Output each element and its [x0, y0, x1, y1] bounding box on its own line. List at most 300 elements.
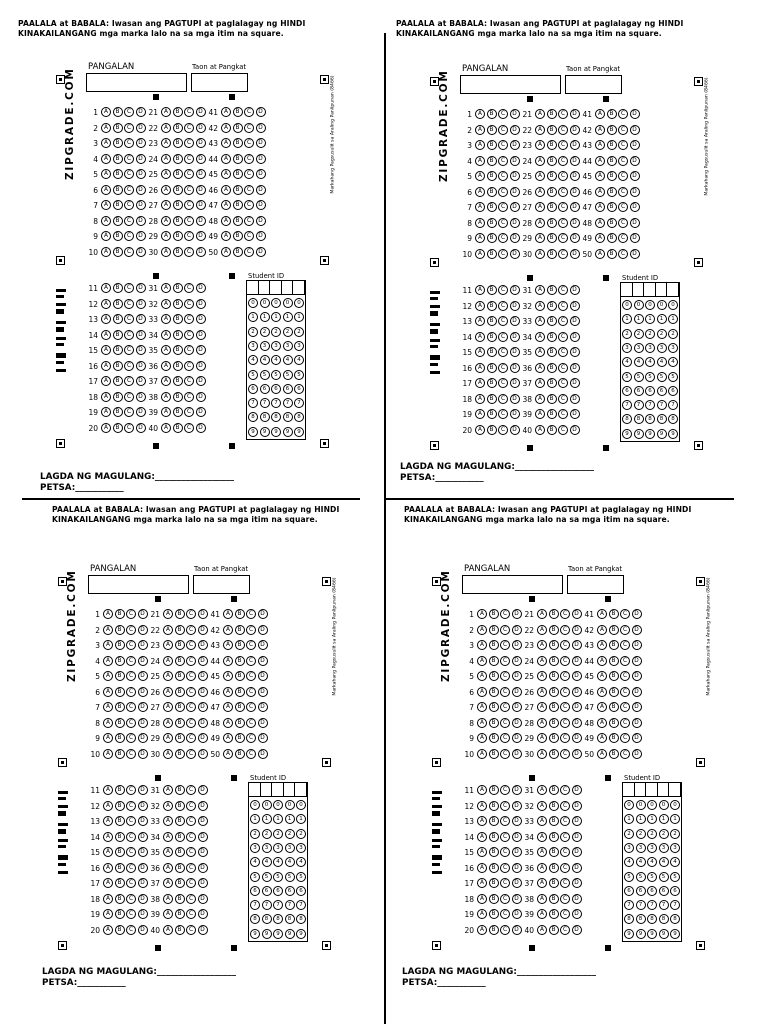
answer-bubble-c[interactable]: C — [184, 154, 194, 164]
student-id-bubble[interactable]: 6 — [668, 386, 678, 396]
answer-bubble-d[interactable]: D — [570, 347, 580, 357]
answer-bubble-c[interactable]: C — [186, 816, 196, 826]
answer-bubble-b[interactable]: B — [175, 640, 185, 650]
answer-bubble-c[interactable]: C — [186, 656, 196, 666]
answer-bubble-b[interactable]: B — [547, 285, 557, 295]
answer-bubble-c[interactable]: C — [184, 345, 194, 355]
answer-bubble-a[interactable]: A — [595, 187, 605, 197]
name-field[interactable] — [460, 75, 561, 94]
answer-bubble-c[interactable]: C — [500, 878, 510, 888]
student-id-bubble[interactable]: 2 — [668, 329, 678, 339]
answer-bubble-c[interactable]: C — [124, 200, 134, 210]
answer-bubble-c[interactable]: C — [558, 218, 568, 228]
student-id-bubble[interactable]: 2 — [294, 327, 304, 337]
answer-bubble-d[interactable]: D — [630, 233, 640, 243]
student-id-bubble[interactable]: 6 — [260, 384, 270, 394]
answer-bubble-c[interactable]: C — [184, 138, 194, 148]
student-id-bubble[interactable]: 1 — [283, 312, 293, 322]
student-id-bubble[interactable]: 1 — [622, 314, 632, 324]
student-id-bubble[interactable]: 8 — [670, 914, 680, 924]
answer-bubble-c[interactable]: C — [126, 671, 136, 681]
answer-bubble-b[interactable]: B — [175, 687, 185, 697]
date-line[interactable]: PETSA:___________ — [42, 978, 126, 988]
answer-bubble-a[interactable]: A — [595, 140, 605, 150]
answer-bubble-a[interactable]: A — [475, 285, 485, 295]
answer-bubble-d[interactable]: D — [512, 832, 522, 842]
answer-bubble-c[interactable]: C — [126, 609, 136, 619]
answer-bubble-b[interactable]: B — [549, 702, 559, 712]
answer-bubble-a[interactable]: A — [161, 361, 171, 371]
answer-bubble-b[interactable]: B — [233, 231, 243, 241]
answer-bubble-d[interactable]: D — [138, 894, 148, 904]
answer-bubble-a[interactable]: A — [535, 249, 545, 259]
answer-bubble-d[interactable]: D — [136, 392, 146, 402]
answer-bubble-b[interactable]: B — [115, 687, 125, 697]
answer-bubble-b[interactable]: B — [489, 609, 499, 619]
student-id-bubble[interactable]: 3 — [670, 843, 680, 853]
answer-bubble-b[interactable]: B — [173, 154, 183, 164]
answer-bubble-b[interactable]: B — [113, 200, 123, 210]
answer-bubble-d[interactable]: D — [196, 216, 206, 226]
answer-bubble-c[interactable]: C — [560, 816, 570, 826]
answer-bubble-c[interactable]: C — [186, 863, 196, 873]
answer-bubble-c[interactable]: C — [558, 409, 568, 419]
answer-bubble-b[interactable]: B — [547, 202, 557, 212]
year-section-field[interactable] — [193, 575, 250, 594]
answer-bubble-a[interactable]: A — [103, 671, 113, 681]
answer-bubble-d[interactable]: D — [510, 233, 520, 243]
answer-bubble-d[interactable]: D — [196, 330, 206, 340]
answer-bubble-d[interactable]: D — [570, 109, 580, 119]
answer-bubble-c[interactable]: C — [560, 909, 570, 919]
student-id-digit-box[interactable] — [658, 783, 670, 796]
answer-bubble-b[interactable]: B — [113, 138, 123, 148]
answer-bubble-c[interactable]: C — [124, 154, 134, 164]
answer-bubble-d[interactable]: D — [630, 187, 640, 197]
answer-bubble-c[interactable]: C — [500, 785, 510, 795]
answer-bubble-d[interactable]: D — [138, 656, 148, 666]
answer-bubble-a[interactable]: A — [163, 749, 173, 759]
student-id-bubble[interactable]: 4 — [285, 857, 295, 867]
answer-bubble-a[interactable]: A — [477, 894, 487, 904]
answer-bubble-d[interactable]: D — [198, 832, 208, 842]
answer-bubble-d[interactable]: D — [510, 394, 520, 404]
student-id-bubble[interactable]: 0 — [670, 800, 680, 810]
answer-bubble-c[interactable]: C — [498, 218, 508, 228]
answer-bubble-d[interactable]: D — [198, 625, 208, 635]
answer-bubble-d[interactable]: D — [570, 332, 580, 342]
answer-bubble-b[interactable]: B — [549, 832, 559, 842]
answer-bubble-b[interactable]: B — [115, 625, 125, 635]
student-id-bubble[interactable]: 1 — [624, 814, 634, 824]
answer-bubble-b[interactable]: B — [489, 894, 499, 904]
student-id-bubble[interactable]: 5 — [294, 370, 304, 380]
answer-bubble-b[interactable]: B — [113, 330, 123, 340]
answer-bubble-a[interactable]: A — [535, 425, 545, 435]
answer-bubble-d[interactable]: D — [258, 640, 268, 650]
student-id-bubble[interactable]: 6 — [634, 386, 644, 396]
student-id-bubble[interactable]: 8 — [636, 914, 646, 924]
answer-bubble-d[interactable]: D — [198, 847, 208, 857]
answer-bubble-d[interactable]: D — [198, 785, 208, 795]
answer-bubble-b[interactable]: B — [235, 749, 245, 759]
answer-bubble-b[interactable]: B — [609, 656, 619, 666]
answer-bubble-a[interactable]: A — [595, 125, 605, 135]
answer-bubble-d[interactable]: D — [630, 140, 640, 150]
answer-bubble-b[interactable]: B — [113, 247, 123, 257]
answer-bubble-d[interactable]: D — [258, 749, 268, 759]
student-id-bubble[interactable]: 2 — [670, 829, 680, 839]
student-id-bubble[interactable]: 3 — [624, 843, 634, 853]
student-id-bubble[interactable]: 1 — [271, 312, 281, 322]
student-id-bubble[interactable]: 5 — [645, 372, 655, 382]
answer-bubble-a[interactable]: A — [477, 878, 487, 888]
answer-bubble-a[interactable]: A — [221, 123, 231, 133]
student-id-bubble[interactable]: 9 — [634, 429, 644, 439]
student-id-bubble[interactable]: 1 — [657, 314, 667, 324]
answer-bubble-d[interactable]: D — [138, 816, 148, 826]
answer-bubble-d[interactable]: D — [136, 185, 146, 195]
answer-bubble-d[interactable]: D — [136, 407, 146, 417]
student-id-bubble[interactable]: 0 — [622, 300, 632, 310]
student-id-bubble[interactable]: 9 — [294, 427, 304, 437]
answer-bubble-c[interactable]: C — [620, 671, 630, 681]
answer-bubble-c[interactable]: C — [560, 749, 570, 759]
answer-bubble-b[interactable]: B — [175, 749, 185, 759]
answer-bubble-a[interactable]: A — [163, 640, 173, 650]
student-id-bubble[interactable]: 0 — [647, 800, 657, 810]
student-id-bubble[interactable]: 1 — [248, 312, 258, 322]
answer-bubble-a[interactable]: A — [101, 299, 111, 309]
answer-bubble-c[interactable]: C — [558, 394, 568, 404]
answer-bubble-b[interactable]: B — [173, 345, 183, 355]
answer-bubble-d[interactable]: D — [572, 894, 582, 904]
answer-bubble-d[interactable]: D — [510, 140, 520, 150]
answer-bubble-d[interactable]: D — [632, 671, 642, 681]
answer-bubble-c[interactable]: C — [126, 785, 136, 795]
answer-bubble-d[interactable]: D — [510, 109, 520, 119]
student-id-bubble[interactable]: 8 — [262, 914, 272, 924]
answer-bubble-b[interactable]: B — [547, 125, 557, 135]
answer-bubble-c[interactable]: C — [126, 847, 136, 857]
student-id-bubble[interactable]: 9 — [670, 929, 680, 939]
answer-bubble-b[interactable]: B — [115, 749, 125, 759]
answer-bubble-a[interactable]: A — [537, 733, 547, 743]
student-id-digit-box[interactable] — [259, 281, 271, 294]
answer-bubble-c[interactable]: C — [558, 363, 568, 373]
student-id-bubble[interactable]: 4 — [283, 355, 293, 365]
answer-bubble-d[interactable]: D — [196, 200, 206, 210]
answer-bubble-a[interactable]: A — [597, 733, 607, 743]
answer-bubble-a[interactable]: A — [597, 625, 607, 635]
answer-bubble-c[interactable]: C — [500, 625, 510, 635]
answer-bubble-c[interactable]: C — [498, 109, 508, 119]
answer-bubble-c[interactable]: C — [500, 640, 510, 650]
answer-bubble-c[interactable]: C — [244, 169, 254, 179]
answer-bubble-a[interactable]: A — [537, 816, 547, 826]
answer-bubble-d[interactable]: D — [572, 863, 582, 873]
answer-bubble-b[interactable]: B — [173, 123, 183, 133]
answer-bubble-d[interactable]: D — [632, 687, 642, 697]
student-id-bubble[interactable]: 8 — [273, 914, 283, 924]
answer-bubble-d[interactable]: D — [510, 171, 520, 181]
answer-bubble-a[interactable]: A — [223, 749, 233, 759]
answer-bubble-c[interactable]: C — [498, 301, 508, 311]
answer-bubble-d[interactable]: D — [198, 671, 208, 681]
answer-bubble-a[interactable]: A — [537, 640, 547, 650]
answer-bubble-b[interactable]: B — [115, 656, 125, 666]
student-id-bubble[interactable]: 6 — [262, 886, 272, 896]
student-id-bubble[interactable]: 1 — [668, 314, 678, 324]
answer-bubble-b[interactable]: B — [115, 925, 125, 935]
answer-bubble-a[interactable]: A — [535, 140, 545, 150]
answer-bubble-c[interactable]: C — [244, 154, 254, 164]
student-id-bubble[interactable]: 1 — [636, 814, 646, 824]
answer-bubble-b[interactable]: B — [173, 185, 183, 195]
answer-bubble-c[interactable]: C — [126, 718, 136, 728]
answer-bubble-a[interactable]: A — [595, 202, 605, 212]
answer-bubble-d[interactable]: D — [512, 718, 522, 728]
student-id-bubble[interactable]: 8 — [285, 914, 295, 924]
answer-bubble-d[interactable]: D — [138, 671, 148, 681]
student-id-bubble[interactable]: 3 — [647, 843, 657, 853]
answer-bubble-c[interactable]: C — [560, 847, 570, 857]
answer-bubble-b[interactable]: B — [549, 925, 559, 935]
student-id-bubble[interactable]: 9 — [645, 429, 655, 439]
answer-bubble-d[interactable]: D — [136, 361, 146, 371]
answer-bubble-c[interactable]: C — [620, 749, 630, 759]
answer-bubble-a[interactable]: A — [535, 187, 545, 197]
answer-bubble-b[interactable]: B — [173, 299, 183, 309]
answer-bubble-c[interactable]: C — [500, 832, 510, 842]
answer-bubble-a[interactable]: A — [535, 171, 545, 181]
answer-bubble-a[interactable]: A — [161, 314, 171, 324]
student-id-bubble[interactable]: 9 — [285, 929, 295, 939]
answer-bubble-b[interactable]: B — [235, 640, 245, 650]
answer-bubble-d[interactable]: D — [512, 801, 522, 811]
answer-bubble-d[interactable]: D — [196, 123, 206, 133]
answer-bubble-d[interactable]: D — [198, 609, 208, 619]
answer-bubble-d[interactable]: D — [570, 409, 580, 419]
answer-bubble-b[interactable]: B — [547, 233, 557, 243]
answer-bubble-d[interactable]: D — [632, 733, 642, 743]
answer-bubble-c[interactable]: C — [186, 925, 196, 935]
answer-bubble-d[interactable]: D — [570, 140, 580, 150]
student-id-bubble[interactable]: 1 — [294, 312, 304, 322]
answer-bubble-d[interactable]: D — [512, 687, 522, 697]
student-id-bubble[interactable]: 6 — [645, 386, 655, 396]
answer-bubble-b[interactable]: B — [173, 283, 183, 293]
answer-bubble-d[interactable]: D — [136, 423, 146, 433]
answer-bubble-c[interactable]: C — [618, 156, 628, 166]
student-id-bubble[interactable]: 6 — [659, 886, 669, 896]
answer-bubble-b[interactable]: B — [549, 863, 559, 873]
answer-bubble-a[interactable]: A — [223, 702, 233, 712]
student-id-bubble[interactable]: 6 — [285, 886, 295, 896]
answer-bubble-c[interactable]: C — [126, 640, 136, 650]
answer-bubble-c[interactable]: C — [184, 392, 194, 402]
answer-bubble-d[interactable]: D — [512, 625, 522, 635]
date-line[interactable]: PETSA:___________ — [40, 483, 124, 493]
answer-bubble-a[interactable]: A — [537, 832, 547, 842]
answer-bubble-c[interactable]: C — [500, 656, 510, 666]
signature-line[interactable]: LAGDA NG MAGULANG:__________________ — [42, 967, 237, 977]
student-id-bubble[interactable]: 7 — [260, 398, 270, 408]
answer-bubble-d[interactable]: D — [572, 718, 582, 728]
student-id-digit-box[interactable] — [282, 281, 294, 294]
answer-bubble-b[interactable]: B — [489, 687, 499, 697]
answer-bubble-b[interactable]: B — [489, 878, 499, 888]
answer-bubble-c[interactable]: C — [184, 314, 194, 324]
answer-bubble-c[interactable]: C — [244, 216, 254, 226]
answer-bubble-c[interactable]: C — [184, 361, 194, 371]
answer-bubble-b[interactable]: B — [235, 718, 245, 728]
answer-bubble-b[interactable]: B — [173, 231, 183, 241]
answer-bubble-a[interactable]: A — [475, 202, 485, 212]
answer-bubble-c[interactable]: C — [126, 749, 136, 759]
answer-bubble-d[interactable]: D — [136, 138, 146, 148]
answer-bubble-c[interactable]: C — [186, 785, 196, 795]
answer-bubble-c[interactable]: C — [560, 894, 570, 904]
answer-bubble-d[interactable]: D — [138, 609, 148, 619]
answer-bubble-d[interactable]: D — [136, 330, 146, 340]
student-id-bubble[interactable]: 7 — [285, 900, 295, 910]
answer-bubble-a[interactable]: A — [477, 671, 487, 681]
answer-bubble-a[interactable]: A — [597, 671, 607, 681]
answer-bubble-b[interactable]: B — [113, 423, 123, 433]
answer-bubble-d[interactable]: D — [572, 832, 582, 842]
answer-bubble-d[interactable]: D — [630, 109, 640, 119]
answer-bubble-a[interactable]: A — [477, 785, 487, 795]
student-id-bubble[interactable]: 9 — [647, 929, 657, 939]
student-id-digit-box[interactable] — [293, 281, 305, 294]
answer-bubble-c[interactable]: C — [124, 407, 134, 417]
answer-bubble-c[interactable]: C — [126, 733, 136, 743]
student-id-bubble[interactable]: 8 — [634, 414, 644, 424]
answer-bubble-b[interactable]: B — [113, 361, 123, 371]
student-id-bubble[interactable]: 2 — [271, 327, 281, 337]
answer-bubble-d[interactable]: D — [572, 878, 582, 888]
answer-bubble-b[interactable]: B — [547, 187, 557, 197]
answer-bubble-d[interactable]: D — [632, 718, 642, 728]
student-id-bubble[interactable]: 8 — [657, 414, 667, 424]
answer-bubble-d[interactable]: D — [570, 301, 580, 311]
answer-bubble-d[interactable]: D — [196, 138, 206, 148]
answer-bubble-d[interactable]: D — [510, 249, 520, 259]
answer-bubble-b[interactable]: B — [115, 909, 125, 919]
answer-bubble-a[interactable]: A — [101, 123, 111, 133]
answer-bubble-d[interactable]: D — [138, 749, 148, 759]
student-id-bubble[interactable]: 5 — [296, 872, 306, 882]
answer-bubble-b[interactable]: B — [487, 332, 497, 342]
answer-bubble-c[interactable]: C — [124, 314, 134, 324]
student-id-bubble[interactable]: 6 — [273, 886, 283, 896]
answer-bubble-b[interactable]: B — [489, 718, 499, 728]
answer-bubble-d[interactable]: D — [512, 847, 522, 857]
student-id-bubble[interactable]: 4 — [271, 355, 281, 365]
student-id-bubble[interactable]: 5 — [668, 372, 678, 382]
answer-bubble-c[interactable]: C — [620, 733, 630, 743]
answer-bubble-b[interactable]: B — [547, 378, 557, 388]
answer-bubble-d[interactable]: D — [510, 218, 520, 228]
student-id-bubble[interactable]: 7 — [645, 400, 655, 410]
answer-bubble-a[interactable]: A — [163, 702, 173, 712]
answer-bubble-d[interactable]: D — [632, 609, 642, 619]
answer-bubble-d[interactable]: D — [196, 361, 206, 371]
answer-bubble-a[interactable]: A — [537, 702, 547, 712]
answer-bubble-c[interactable]: C — [246, 687, 256, 697]
answer-bubble-a[interactable]: A — [161, 330, 171, 340]
answer-bubble-b[interactable]: B — [549, 687, 559, 697]
student-id-bubble[interactable]: 6 — [647, 886, 657, 896]
answer-bubble-b[interactable]: B — [115, 863, 125, 873]
answer-bubble-d[interactable]: D — [570, 125, 580, 135]
answer-bubble-b[interactable]: B — [115, 671, 125, 681]
answer-bubble-b[interactable]: B — [487, 363, 497, 373]
answer-bubble-c[interactable]: C — [184, 283, 194, 293]
student-id-bubble[interactable]: 2 — [273, 829, 283, 839]
answer-bubble-b[interactable]: B — [489, 702, 499, 712]
student-id-bubble[interactable]: 5 — [657, 372, 667, 382]
student-id-bubble[interactable]: 6 — [622, 386, 632, 396]
answer-bubble-b[interactable]: B — [113, 216, 123, 226]
student-id-digit-box[interactable] — [644, 283, 656, 296]
student-id-bubble[interactable]: 0 — [645, 300, 655, 310]
answer-bubble-d[interactable]: D — [136, 123, 146, 133]
answer-bubble-c[interactable]: C — [184, 299, 194, 309]
student-id-bubble[interactable]: 6 — [294, 384, 304, 394]
answer-bubble-b[interactable]: B — [487, 156, 497, 166]
student-id-bubble[interactable]: 0 — [624, 800, 634, 810]
answer-bubble-d[interactable]: D — [196, 283, 206, 293]
answer-bubble-c[interactable]: C — [498, 378, 508, 388]
answer-bubble-a[interactable]: A — [103, 909, 113, 919]
answer-bubble-d[interactable]: D — [632, 656, 642, 666]
student-id-bubble[interactable]: 1 — [645, 314, 655, 324]
answer-bubble-a[interactable]: A — [475, 109, 485, 119]
answer-bubble-c[interactable]: C — [124, 299, 134, 309]
answer-bubble-d[interactable]: D — [572, 625, 582, 635]
student-id-bubble[interactable]: 0 — [636, 800, 646, 810]
answer-bubble-d[interactable]: D — [570, 394, 580, 404]
answer-bubble-d[interactable]: D — [570, 156, 580, 166]
answer-bubble-d[interactable]: D — [570, 249, 580, 259]
answer-bubble-a[interactable]: A — [161, 185, 171, 195]
student-id-bubble[interactable]: 8 — [260, 412, 270, 422]
answer-bubble-d[interactable]: D — [138, 863, 148, 873]
answer-bubble-c[interactable]: C — [126, 702, 136, 712]
answer-bubble-a[interactable]: A — [161, 423, 171, 433]
answer-bubble-d[interactable]: D — [258, 671, 268, 681]
answer-bubble-b[interactable]: B — [113, 314, 123, 324]
answer-bubble-d[interactable]: D — [512, 925, 522, 935]
answer-bubble-b[interactable]: B — [549, 785, 559, 795]
answer-bubble-a[interactable]: A — [535, 109, 545, 119]
answer-bubble-c[interactable]: C — [498, 347, 508, 357]
answer-bubble-a[interactable]: A — [221, 138, 231, 148]
answer-bubble-a[interactable]: A — [101, 392, 111, 402]
answer-bubble-d[interactable]: D — [572, 640, 582, 650]
answer-bubble-d[interactable]: D — [510, 378, 520, 388]
answer-bubble-a[interactable]: A — [535, 394, 545, 404]
answer-bubble-c[interactable]: C — [184, 123, 194, 133]
answer-bubble-d[interactable]: D — [256, 247, 266, 257]
answer-bubble-c[interactable]: C — [246, 656, 256, 666]
year-section-field[interactable] — [191, 73, 248, 92]
answer-bubble-a[interactable]: A — [537, 749, 547, 759]
answer-bubble-c[interactable]: C — [558, 233, 568, 243]
answer-bubble-a[interactable]: A — [535, 409, 545, 419]
